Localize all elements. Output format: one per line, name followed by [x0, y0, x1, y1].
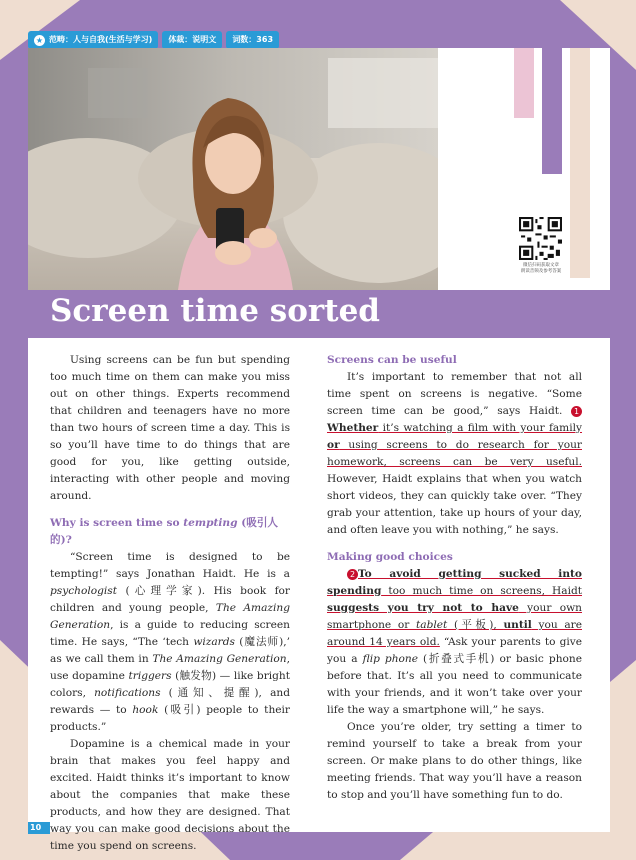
qr-code-icon: [519, 217, 562, 260]
left-column: [50, 352, 290, 855]
choices-paragraph: 2 To avoid getting sucked into spending too much time on screens, Haidt suggests you try not to have your own smartphone or tablet (平板), until you are around 14 years old. “Ask your parents to give you a flip phone (折叠式手机) or basic phone before that. It’s all you need to communicate with your friends, and it won’t take over your life the way a smartphone will,” he says.: [327, 568, 582, 716]
intro-paragraph: Using screens can be fun but spending too much time on them can make you miss out on other things. Experts recommend that children and teenagers have no more than two hours of screen time a day. This is so you’ll have time to do things that are good for you, like getting outside, interacting with other people and moving around.: [50, 354, 290, 502]
girl-with-phone-photo: [28, 48, 438, 290]
qr-caption: 微信扫码获取文章 朗读音频及参考答案: [520, 263, 562, 274]
section-heading-useful: Screens can be useful: [327, 354, 457, 366]
right-column: [327, 352, 582, 804]
topic-tag: [28, 31, 158, 49]
number-badge-2: 2: [347, 569, 358, 580]
tag-bar: [28, 31, 279, 49]
article-title: Screen time sorted: [50, 293, 380, 329]
topic-text: 范畴：人与自我(生活与学习): [49, 35, 153, 44]
dopamine-paragraph: Dopamine is a chemical made in your brain that makes you feel happy and excited. Haidt thinks it’s important to know about the companies that make these products, and how they are designed. That way you can make good decisions about the time you spend on screens.: [50, 738, 290, 852]
section-heading-tempting: Why is screen time so tempting (吸引人的)?: [50, 517, 279, 546]
peach-strip: [570, 48, 590, 278]
word-count-tag: 词数：363: [226, 31, 279, 49]
number-badge-1: 1: [571, 406, 582, 417]
timer-paragraph: Once you’re older, try setting a timer to remind yourself to take a break from your screen. Or make plans to do other things, like meeting friends. That way you’ll have a reason to stop and you’ll have something fun to do.: [327, 721, 582, 801]
useful-paragraph: It’s important to remember that not all time spent on screens is negative. “Some screen time can be good,” says Haidt. 1Whether it’s watching a film with your family or using screens to do research for your homework, screens can be very useful. However, Haidt explains that when you watch short videos, they can quickly take over. “They grab your attention, take up hours of your day, and often leave you with nothing,” he says.: [327, 371, 582, 536]
section-heading-choices: Making good choices: [327, 551, 453, 563]
purple-strip: [542, 48, 562, 174]
star-icon: ★: [35, 36, 44, 45]
haidt-paragraph: “Screen time is designed to be tempting!” says Jonathan Haidt. He is a psychologist (心理学家). His book for children and young people, The Amazing Generation, is a guide to reducing screen time. He says, “The ‘tech wizards (魔法师),’ as we call them in The Amazing Generation, use dopamine triggers (触发物) — like bright colors, notifications (通知、提醒), and rewards — to hook (吸引) people to their products.”: [50, 551, 291, 733]
genre-tag: 体裁：说明文: [162, 31, 222, 49]
pink-strip: [514, 48, 534, 118]
page-number: 10: [28, 822, 50, 834]
